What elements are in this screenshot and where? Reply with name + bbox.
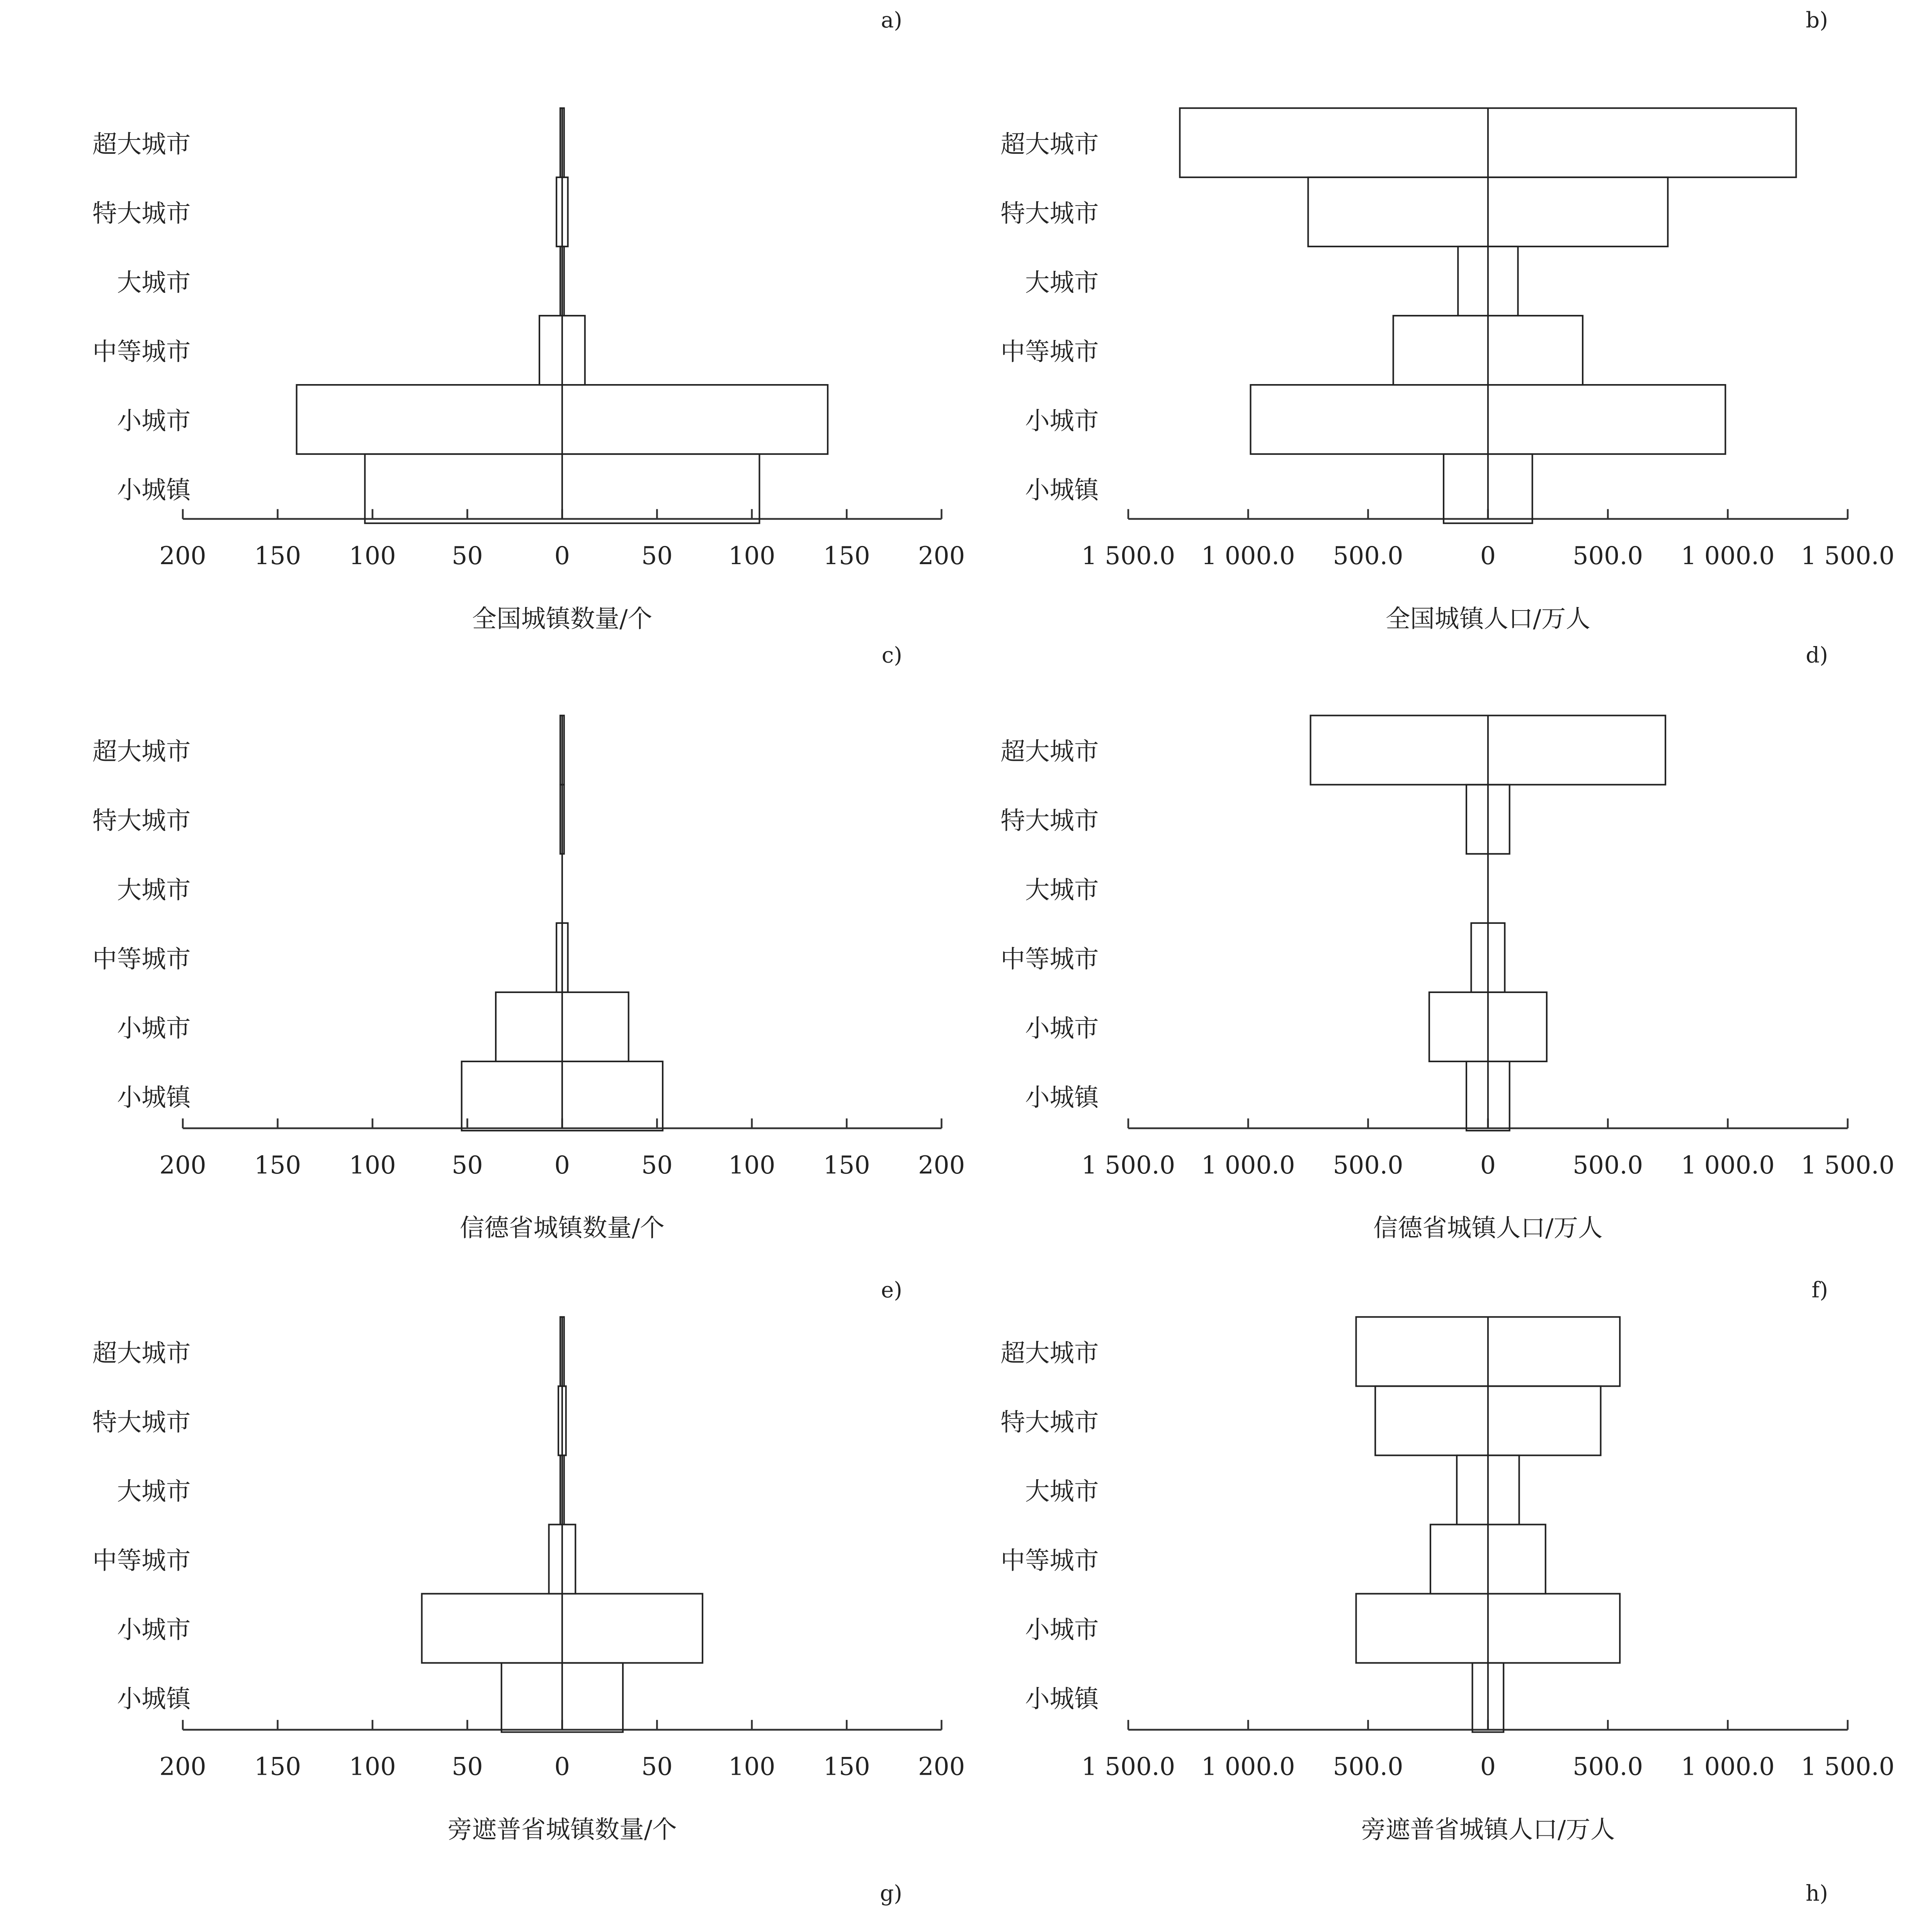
- x-tick-label: 0: [554, 541, 570, 570]
- category-label: 特大城市: [92, 1408, 191, 1437]
- category-label: 大城市: [1025, 268, 1099, 297]
- x-tick-label: 100: [349, 1752, 396, 1781]
- category-label: 小城市: [117, 1014, 191, 1043]
- x-axis-title: 全国城镇人口/万人: [1385, 604, 1590, 633]
- category-label: 中等城市: [92, 1546, 191, 1575]
- x-tick-label: 200: [159, 1150, 206, 1179]
- x-tick-label: 1 000.0: [1681, 1752, 1775, 1781]
- x-tick-label: 500.0: [1573, 1752, 1643, 1781]
- x-tick-label: 100: [349, 1150, 396, 1179]
- x-tick-label: 500.0: [1573, 1150, 1643, 1179]
- category-label: 小城市: [1025, 1014, 1099, 1043]
- panel-label: h): [1806, 1881, 1828, 1906]
- x-tick-label: 100: [349, 541, 396, 570]
- x-axis-title: 信德省城镇人口/万人: [1373, 1213, 1603, 1242]
- category-label: 中等城市: [1000, 337, 1099, 366]
- category-label: 特大城市: [92, 199, 191, 228]
- x-tick-label: 50: [451, 1150, 483, 1179]
- category-label: 特大城市: [1000, 806, 1099, 835]
- x-tick-label: 1 500.0: [1081, 1752, 1175, 1781]
- panel-label: c): [881, 643, 902, 668]
- x-tick-label: 0: [554, 1150, 570, 1179]
- x-tick-label: 1 000.0: [1681, 1150, 1775, 1179]
- category-label: 超大城市: [92, 129, 191, 158]
- x-tick-label: 1 000.0: [1201, 541, 1295, 570]
- x-tick-label: 0: [1480, 1150, 1496, 1179]
- x-axis-title: 信德省城镇数量/个: [459, 1213, 665, 1242]
- category-label: 中等城市: [92, 944, 191, 973]
- x-tick-label: 200: [159, 1752, 206, 1781]
- category-label: 大城市: [117, 875, 191, 904]
- category-label: 超大城市: [1000, 1338, 1099, 1367]
- x-tick-label: 50: [641, 541, 673, 570]
- x-tick-label: 0: [554, 1752, 570, 1781]
- x-tick-label: 100: [728, 1752, 776, 1781]
- category-label: 小城市: [117, 406, 191, 435]
- panel-label: e): [881, 1277, 902, 1303]
- category-label: 小城镇: [1025, 1684, 1099, 1713]
- x-tick-label: 1 000.0: [1201, 1150, 1295, 1179]
- x-tick-label: 150: [823, 541, 870, 570]
- category-label: 大城市: [117, 1477, 191, 1506]
- x-tick-label: 50: [451, 1752, 483, 1781]
- category-label: 超大城市: [1000, 129, 1099, 158]
- x-tick-label: 1 500.0: [1801, 1752, 1895, 1781]
- x-tick-label: 1 000.0: [1201, 1752, 1295, 1781]
- x-axis-title: 旁遮普省城镇数量/个: [447, 1815, 677, 1844]
- panel-label: f): [1811, 1277, 1828, 1303]
- x-tick-label: 0: [1480, 541, 1496, 570]
- category-label: 超大城市: [92, 737, 191, 766]
- category-label: 小城镇: [117, 476, 191, 505]
- category-label: 中等城市: [1000, 944, 1099, 973]
- category-label: 小城市: [117, 1615, 191, 1644]
- x-tick-label: 200: [918, 1150, 965, 1179]
- x-tick-label: 500.0: [1573, 541, 1643, 570]
- panel-label: b): [1806, 8, 1828, 33]
- x-axis-title: 全国城镇数量/个: [472, 604, 653, 633]
- x-tick-label: 200: [159, 541, 206, 570]
- x-tick-label: 50: [451, 541, 483, 570]
- x-tick-label: 150: [823, 1150, 870, 1179]
- x-tick-label: 150: [254, 541, 301, 570]
- x-tick-label: 50: [641, 1150, 673, 1179]
- x-tick-label: 1 000.0: [1681, 541, 1775, 570]
- x-tick-label: 500.0: [1333, 1150, 1403, 1179]
- x-tick-label: 100: [728, 541, 776, 570]
- x-tick-label: 150: [823, 1752, 870, 1781]
- panel-label: g): [880, 1881, 902, 1906]
- category-label: 特大城市: [1000, 199, 1099, 228]
- x-tick-label: 150: [254, 1752, 301, 1781]
- x-tick-label: 500.0: [1333, 1752, 1403, 1781]
- x-tick-label: 150: [254, 1150, 301, 1179]
- category-label: 大城市: [1025, 1477, 1099, 1506]
- x-tick-label: 1 500.0: [1081, 541, 1175, 570]
- panel-label: d): [1806, 643, 1828, 668]
- category-label: 小城镇: [1025, 1083, 1099, 1112]
- x-tick-label: 200: [918, 541, 965, 570]
- category-label: 大城市: [117, 268, 191, 297]
- x-tick-label: 1 500.0: [1801, 1150, 1895, 1179]
- x-tick-label: 200: [918, 1752, 965, 1781]
- category-label: 小城市: [1025, 406, 1099, 435]
- category-label: 大城市: [1025, 875, 1099, 904]
- x-tick-label: 1 500.0: [1801, 541, 1895, 570]
- x-tick-label: 100: [728, 1150, 776, 1179]
- x-tick-label: 0: [1480, 1752, 1496, 1781]
- x-axis-title: 旁遮普省城镇人口/万人: [1361, 1815, 1615, 1844]
- category-label: 特大城市: [1000, 1408, 1099, 1437]
- x-tick-label: 50: [641, 1752, 673, 1781]
- category-label: 超大城市: [1000, 737, 1099, 766]
- panel-label: a): [881, 8, 902, 33]
- category-label: 中等城市: [1000, 1546, 1099, 1575]
- category-label: 特大城市: [92, 806, 191, 835]
- x-tick-label: 500.0: [1333, 541, 1403, 570]
- category-label: 中等城市: [92, 337, 191, 366]
- category-label: 小城市: [1025, 1615, 1099, 1644]
- category-label: 小城镇: [1025, 476, 1099, 505]
- category-label: 小城镇: [117, 1083, 191, 1112]
- x-tick-label: 1 500.0: [1081, 1150, 1175, 1179]
- category-label: 超大城市: [92, 1338, 191, 1367]
- category-label: 小城镇: [117, 1684, 191, 1713]
